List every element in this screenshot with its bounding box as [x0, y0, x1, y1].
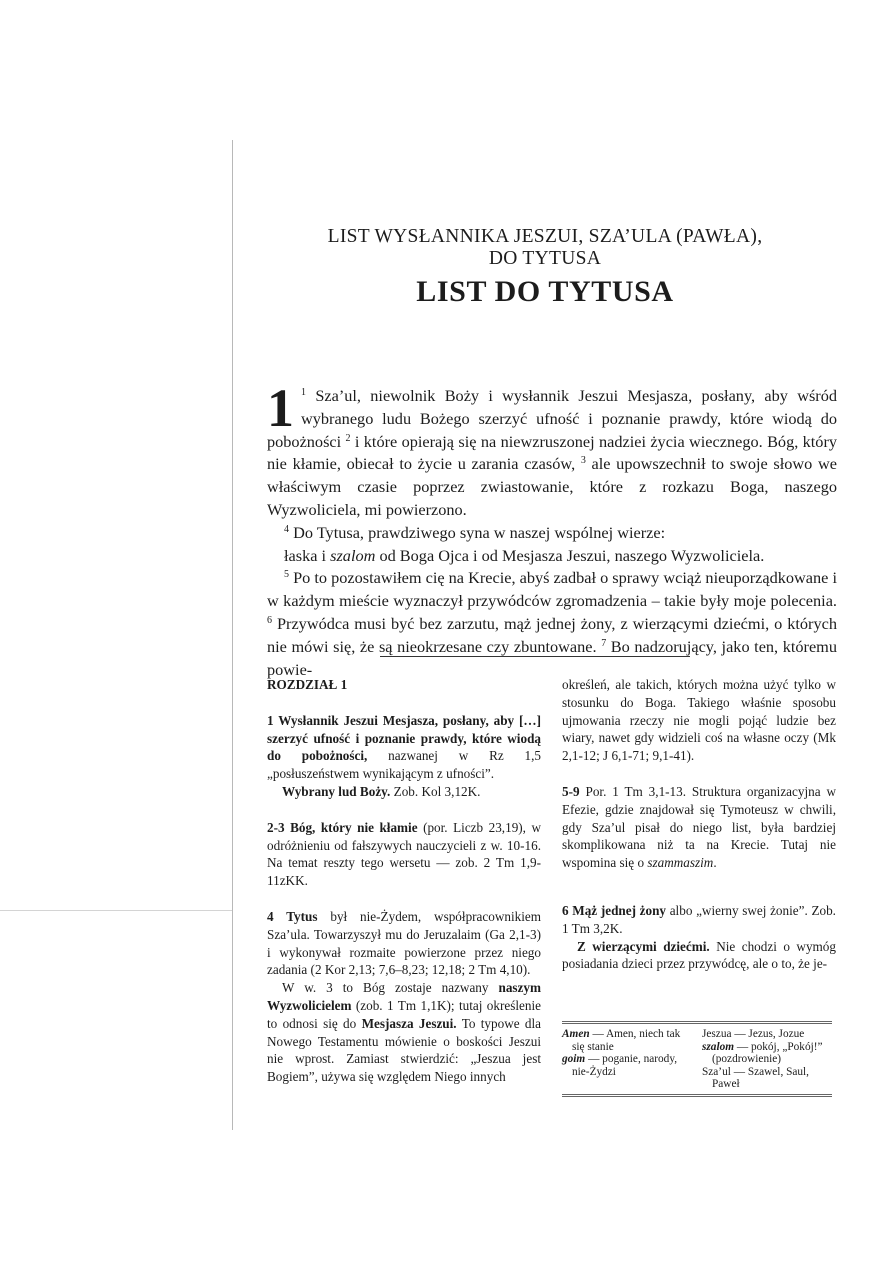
verse-3: ale upowszechnił to swoje słowo we właściwym czasie poprzez zwiastowanie, które z rozkazu Boga, naszego Wyzwoliciela, mi powierzono. — [267, 454, 837, 519]
glossary-column — [702, 1028, 832, 1091]
commentary-note-continued: określeń, ale takich, których można użyć tylko w stosunku do Boga. Takiego właśnie sposobu ujmowania rzeczy nie mogli pojąć ludzie bez wiary, nawet gdy widzieli coś na własne oczy (Mk 2,1-12; J 6,1-71; 9,1-41). — [562, 677, 836, 764]
verse-5: Po to pozostawiłem cię na Krecie, abyś zadbał o sprawy wciąż nieuporządkowane i w każdym mieście wyznaczył przywódców zgromadzenia – takie były moje polecenia. — [267, 568, 837, 611]
commentary-note: 1 Wysłannik Jeszui Mesjasza, posłany, aby […] szerzyć ufność i poznanie prawdy, które wiodą do pobożności, nazwanej w Rz 1,5 „posłuszeństwem wynikającym z ufności”. — [267, 712, 542, 782]
glossary-entry: szalom — pokój, „Pokój!” (pozdrowienie) — [702, 1040, 823, 1066]
glossary-entry: Sza’ul — Szawel, Saul, Paweł — [702, 1065, 810, 1091]
book-title: LIST DO TYTUSA — [416, 275, 674, 308]
verse-number: 5 — [284, 569, 289, 581]
glossary-entry: Amen — Amen, niech tak się stanie — [562, 1028, 681, 1053]
verse-7: Bo nadzorujący, jako ten, któremu powie- — [267, 636, 837, 679]
verse-4: Do Tytusa, prawdziwego syna w naszej wspólnej wierze: — [293, 522, 666, 542]
verse-number: 1 — [301, 387, 306, 398]
scripture-text — [267, 378, 838, 681]
separator-rule — [380, 656, 690, 657]
glossary-column — [562, 1028, 692, 1091]
verse-number: 7 — [601, 637, 607, 649]
book-supertitle: LIST WYSŁANNIKA JESZUI, SZA’ULA (PAWŁA), DO TYTUSA — [327, 226, 763, 269]
chapter-number: 1 — [267, 378, 294, 438]
verse-2: i które opierają się na niewzruszonej nadziei życia wiecznego. Bóg, który nie kłamie, obiecał to życie u zarania czasów, — [267, 431, 838, 474]
commentary-note: Wybrany lud Boży. Zob. Kol 3,12K. — [282, 783, 481, 799]
glossary-entry: Jeszua — Jezus, Jozue — [702, 1028, 805, 1040]
scan-line — [0, 910, 232, 911]
glossary-entry: goim — poganie, narody, nie-Żydzi — [562, 1053, 678, 1078]
verse-number: 6 — [267, 614, 272, 626]
commentary-left-column — [267, 676, 541, 1086]
commentary-heading: ROZDZIAŁ 1 — [267, 677, 348, 692]
commentary-note: Z wierzącymi dziećmi. Nie chodzi o wymóg posiadania dzieci przez przywódcę, ale o to, że je- — [562, 938, 836, 972]
commentary-right-column — [562, 676, 836, 973]
verse-number: 3 — [580, 455, 586, 467]
page-edge-line — [232, 140, 233, 1130]
glossary-box — [562, 1021, 832, 1097]
verse-number: 2 — [345, 432, 351, 444]
commentary-note: W w. 3 to Bóg zostaje nazwany naszym Wyzwolicielem (zob. 1 Tm 1,1K); tutaj określenie to odnosi się do Mesjasza Jeszui. To typowe dla Nowego Testamentu mówienie o boskości Jeszui nie wprost. Zamiast stwierdzić: „Jeszua jest Bogiem”, używa się względem Niego innych — [267, 980, 542, 1085]
commentary-note: 4 Tytus był nie-Żydem, współpracownikiem Sza’ula. Towarzyszył mu do Jeruzalaim (Ga 2,1-3) i wykonywał rozmaite powierzone przez niego zadania (2 Kor 2,13; 7,6–8,23; 12,18; 2 Tm 4,10). — [267, 908, 542, 978]
commentary-note: 2-3 Bóg, który nie kłamie (por. Liczb 23,19), w odróżnieniu od fałszywych nauczycieli z w. 10-16. Na temat reszty tego wersetu — zob. 2 Tm 1,9-11zKK. — [267, 819, 541, 889]
verse-6: Przywódca musi być bez zarzutu, mąż jednej żony, z wierzącymi dziećmi, o których nie mówi się, że są nieokrzesane czy zbuntowane. — [267, 613, 837, 656]
commentary-note: 6 Mąż jednej żony albo „wierny swej żonie”. Zob. 1 Tm 3,2K. — [562, 902, 836, 936]
verse-1: Sza’ul, niewolnik Boży i wysłannik Jeszui Mesjasza, posłany, aby wśród wybranego ludu Bożego szerzyć ufność i poznanie prawdy, które wiodą do pobożności — [267, 386, 838, 451]
greeting: łaska i szalom od Boga Ojca i od Mesjasza Jeszui, naszego Wyzwoliciela. — [284, 545, 765, 565]
commentary-note: 5-9 Por. 1 Tm 3,1-13. Struktura organizacyjna w Efezie, gdzie znajdował się Tymoteusz w chwili, gdy Sza’ul pisał do niego list, była bardziej skomplikowana niż ta na Krecie. Tutaj nie wspomina się o szammaszim. — [562, 783, 836, 871]
verse-number: 4 — [284, 523, 289, 535]
